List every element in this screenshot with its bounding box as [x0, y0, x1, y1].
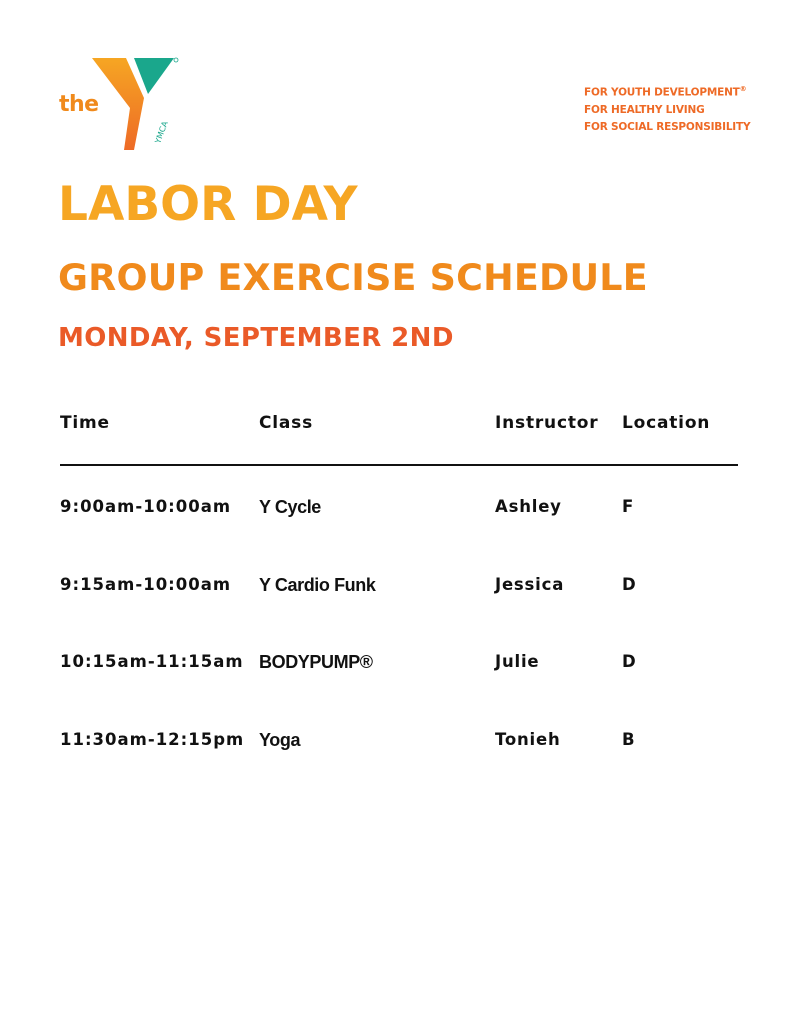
header-divider — [60, 464, 738, 466]
header-class: Class — [259, 413, 314, 433]
logo-the-text: the — [59, 92, 99, 117]
row-instructor: Ashley — [495, 497, 562, 516]
row-instructor: Tonieh — [495, 730, 561, 749]
row-time: 10:15am-11:15am — [60, 652, 244, 671]
table-row — [60, 730, 738, 758]
table-row — [60, 497, 738, 525]
header-instructor: Instructor — [495, 413, 599, 433]
page-subtitle: GROUP EXERCISE SCHEDULE — [58, 256, 648, 299]
row-class: Y Cardio Funk — [259, 575, 376, 595]
row-class: Y Cycle — [259, 497, 321, 517]
row-class: Yoga — [259, 730, 301, 750]
ymca-y-logo-icon — [90, 54, 182, 152]
row-location: B — [622, 730, 635, 749]
row-time: 9:00am-10:00am — [60, 497, 232, 516]
row-class: BODYPUMP® — [259, 652, 373, 672]
registered-mark: ® — [739, 85, 747, 93]
schedule-table — [60, 410, 738, 750]
tagline-social: FOR SOCIAL RESPONSIBILITY — [584, 120, 751, 133]
row-location: D — [622, 575, 636, 594]
row-time: 9:15am-10:00am — [60, 575, 232, 594]
logo-ymca-text: YMCA — [153, 120, 170, 145]
page-title: LABOR DAY — [58, 177, 358, 232]
schedule-date: MONDAY, SEPTEMBER 2ND — [58, 323, 454, 353]
header-time: Time — [60, 413, 110, 433]
row-location: D — [622, 652, 636, 671]
row-instructor: Julie — [495, 652, 540, 671]
tagline-healthy: FOR HEALTHY LIVING — [584, 103, 705, 116]
ymca-logo — [56, 54, 186, 154]
row-instructor: Jessica — [495, 575, 565, 594]
row-time: 11:30am-12:15pm — [60, 730, 245, 749]
table-row — [60, 575, 738, 603]
header-location: Location — [622, 413, 711, 433]
table-row — [60, 652, 738, 680]
table-header — [60, 410, 738, 440]
taglines — [584, 81, 750, 136]
row-location: F — [622, 497, 634, 516]
tagline-youth: FOR YOUTH DEVELOPMENT® — [584, 85, 747, 99]
